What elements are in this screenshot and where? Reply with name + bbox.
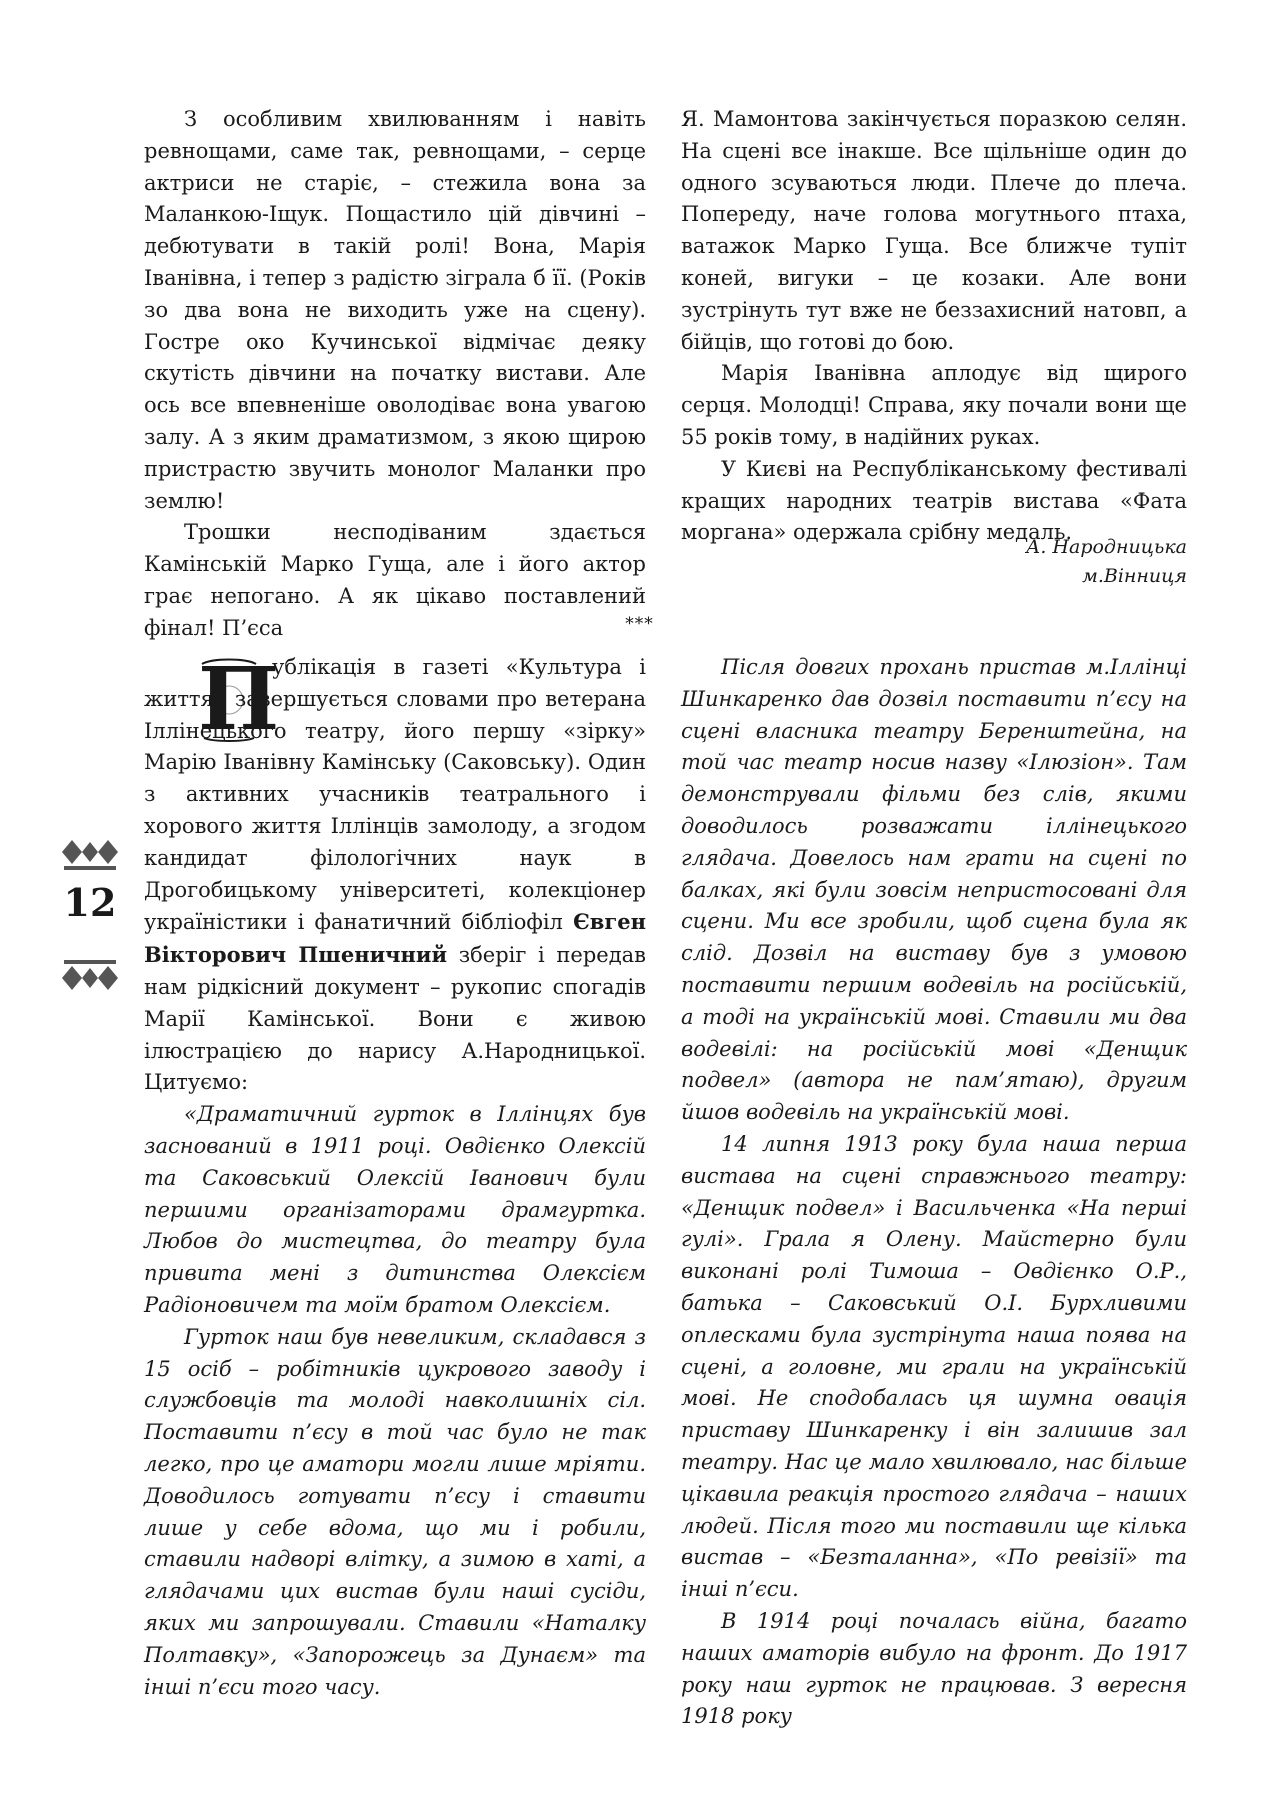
bottom-right-column [681, 652, 1187, 1733]
quote-paragraph: Після довгих прохань пристав м.Іллінці Шинкаренко дав дозвіл поставити п’єсу на сцені власника театру Беренштейна, на той час театр носив назву «Ілюзіон». Там демонстрували фільми без слів, якими доводилось розважати іллінецького глядача. Довелось нам грати на сцені по балках, які були зовсім непристосовані для сцени. Ми все зробили, щоб сцена була як слід. Дозвіл на виставу був з умовою поставити першим водевіль на російській, а тоді на українській мові. Ставили ми два водевілі: на російській мові «Денщик подвел» (автора не пам’ятаю), другим йшов водевіль на українській мові. [681, 655, 1187, 1125]
paragraph: Я. Мамонтова закінчується поразкою селян. На сцені все інакше. Все щільніше один до одного зсуваються люди. Плече до плеча. Попереду, наче голова могутнього птаха, ватажок Марко Гуща. Все ближче тупіт коней, вигуки – це козаки. Але вони зустрінуть тут вже не беззахисний натовп, а бійців, що готові до бою. [681, 107, 1187, 354]
lead-text: ублікація в газеті «Культура і життя» завершується словами про ветерана Іллінецького театру, його першу «зірку» Марію Іванівну Камінську (Саковську). Один з активних учасників театрального і хорового життя Іллінців замолоду, а згодом кандидат філологічних наук в Дрогобицькому університеті, колекціонер україністики і фанатичний бібліофіл [144, 655, 646, 935]
bottom-left-column [144, 649, 646, 1703]
paragraph: Трошки несподіваним здається Камінській Марко Гуща, але і його актор грає непогано. А як цікаво поставлений фінал! П’єса [144, 520, 646, 640]
paragraph: Марія Іванівна аплодує від щирого серця. Молодці! Справа, яку почали вони ще 55 років тому, в надійних руках. [681, 361, 1187, 449]
top-right-column [681, 104, 1187, 549]
section-separator: *** [625, 614, 654, 634]
article-signature [1026, 533, 1187, 591]
paragraph: У Києві на Республіканському фестивалі кращих народних театрів вистава «Фата моргана» одержала срібну медаль. [681, 456, 1187, 545]
dropcap-letter: П [198, 649, 280, 750]
author-name: А. Народницька [1025, 536, 1187, 558]
page-number: 12 [63, 880, 117, 925]
lead-paragraph [144, 649, 646, 1099]
lead-text-end: зберіг і передав нам рідкісний документ – рукопис спогадів Марії Камінської. Вони є живою ілюстрацією до нарису А.Народницької. Цитуємо: [144, 943, 646, 1095]
paragraph: З особливим хвилюванням і навіть ревнощами, саме так, ревнощами, – серце актриси не старіє, – стежила вона за Маланкою-Іщук. Пощастило цій дівчині – дебютувати в такій ролі! Вона, Марія Іванівна, і тепер з радістю зіграла б її. (Років зо два вона не виходить уже на сцену). Гостре око Кучинської відмічає деяку скутість дівчини на початку вистави. Але ось все впевненіше оволодіває вона увагою залу. А з яким драматизмом, з якою щирою пристрастю звучить монолог Маланки про землю! [144, 107, 646, 513]
top-left-column [144, 104, 646, 645]
quote-paragraph: Гурток наш був невеликим, складався з 15 осіб – робітників цукрового заводу і службовців та молоді навколишніх сіл. Поставити п’єсу в той час було не так легко, про це аматори могли лише мріяти. Доводилось готувати п’єсу і ставити лише у себе вдома, що ми і робили, ставили надворі влітку, а зимою в хаті, а глядачами цих вистав були наші сусіди, яких ми запрошували. Ставили «Наталку Полтавку», «Запорожець за Дунаєм» та інші п’єси того часу. [144, 1324, 646, 1699]
quote-paragraph: В 1914 році почалась війна, багато наших аматорів вибуло на фронт. До 1917 року наш гурток не працював. З вересня 1918 року [681, 1608, 1187, 1729]
author-place: м.Вінниця [1082, 565, 1187, 587]
lead-bold-name: Євген Вікторович Пшеничний [144, 909, 646, 968]
quote-paragraph: 14 липня 1913 року була наша перша вистава на сцені справжнього театру: «Денщик подвел» і Васильченка «На перші гулі». Грала я Олену. Майстерно були виконані ролі Тимоша – Овдієнко О.Р., батька – Саковський О.І. Бурхливими оплесками була зустрінута наша поява на сцені, а головне, ми грали на українській мові. Не сподобалась ця шумна овація приставу Шинкаренку і він залишив зал театру. Нас це мало хвилювало, нас більше цікавила реакція простого глядача – наших людей. Після того ми поставили ще кілька вистав – «Безталанна», «По ревізії» та інші п’єси. [681, 1131, 1187, 1602]
quote-paragraph: «Драматичний гурток в Іллінцях був заснований в 1911 році. Овдієнко Олексій та Саковський Олексій Іванович були першими організаторами драмгуртка. Любов до мистецтва, до театру була привита мені з дитинства Олексієм Радіоновичем та моїм братом Олексієм. [144, 1102, 646, 1317]
